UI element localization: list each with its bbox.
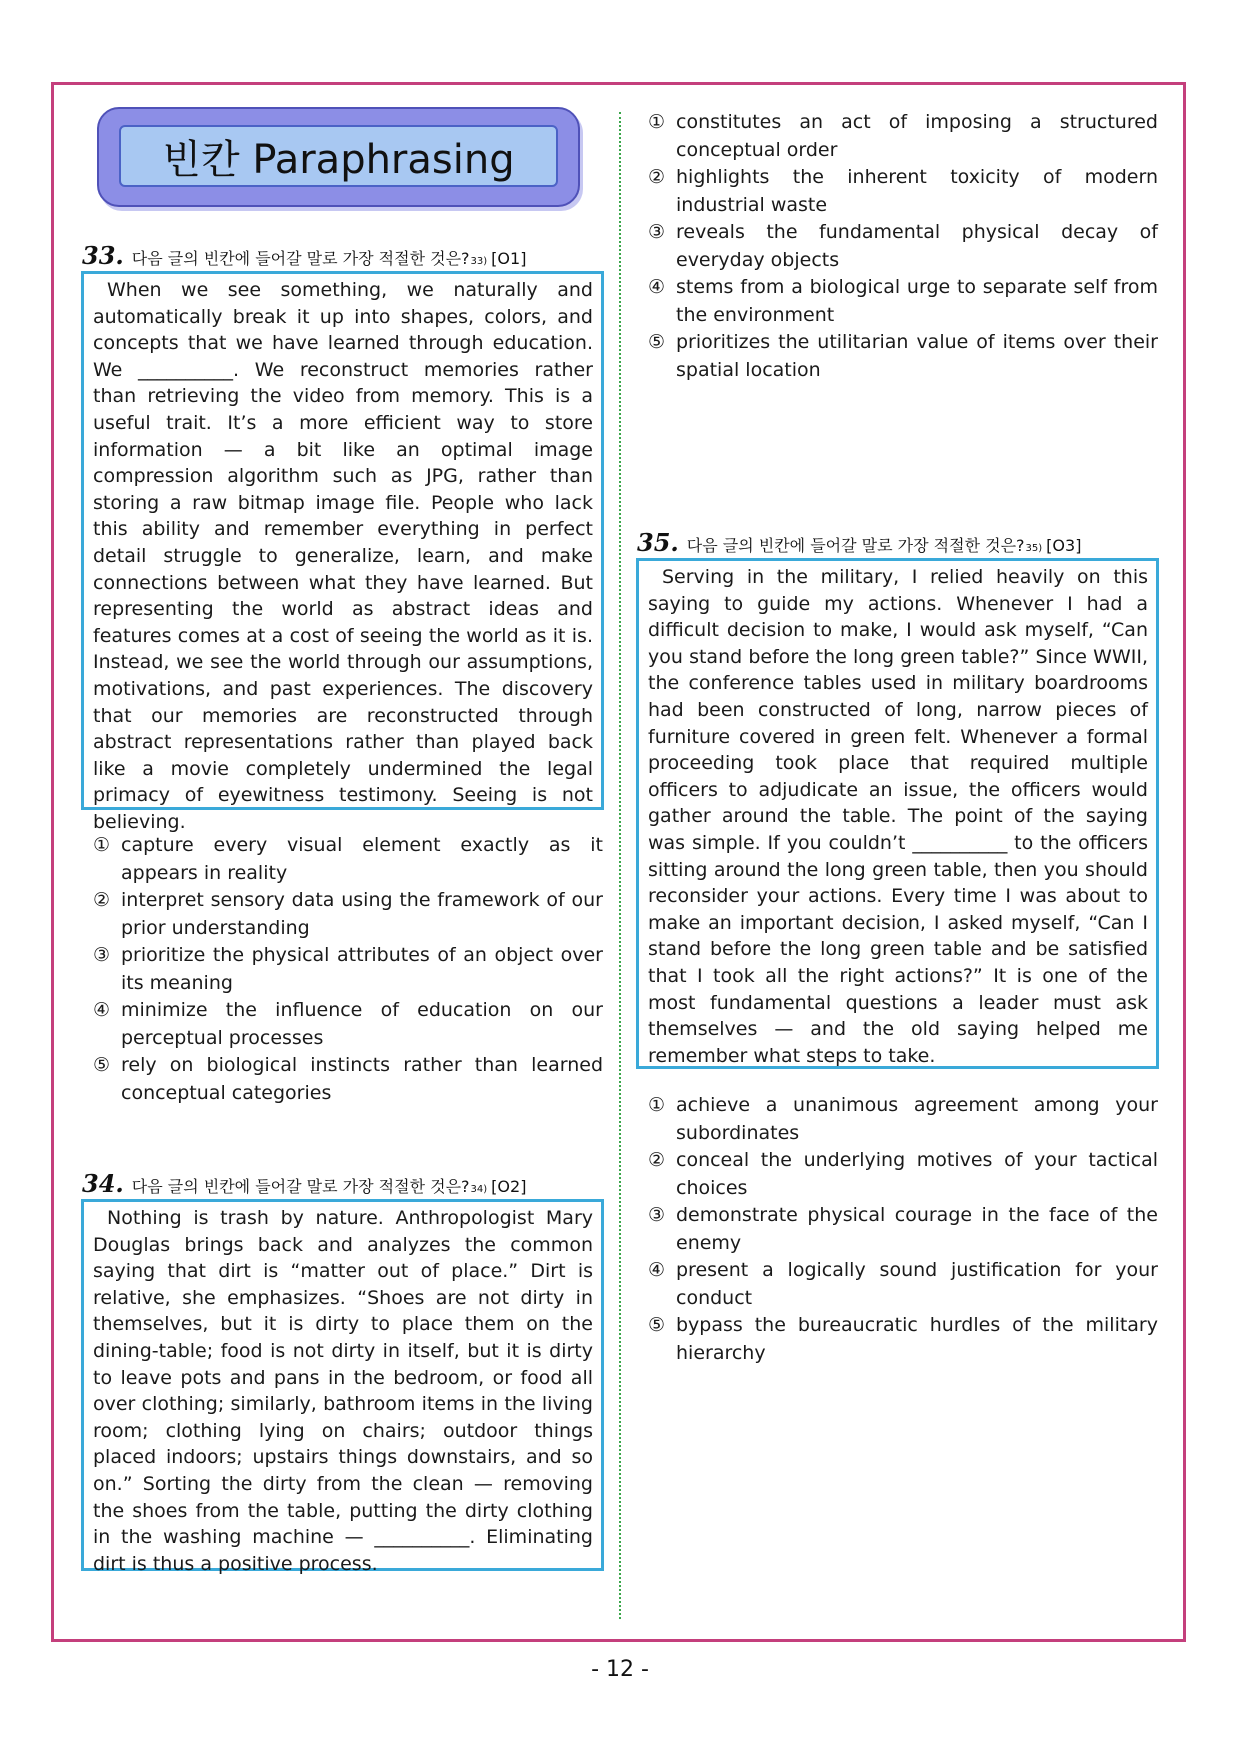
option-text: prioritize the physical attributes of an object over its meaning — [121, 944, 603, 994]
passage-text: Serving in the military, I relied heavily on this saying to guide my actions. Whenever I had a difficult decision to make, I would ask myself, “Can you stand before the long green table?” Since WWII, the conference tables used in military boardrooms had been constructed of long, narrow pieces of furniture covered in green felt. Whenever a formal proceeding took place that required multiple officers to adjudicate an issue, the officers would gather around the table. The point of the saying was simple. If you couldn’t __________ to the officers sitting around the long green table, then you should reconsider your actions. Every time I was about to make an important decision, I asked myself, “Can I stand before the long green table and be satisfied that I took all the right actions?” It is one of the most fundamental questions a leader must ask themselves — and the old saying helped me remember what steps to take. — [648, 566, 1148, 1067]
option-text: bypass the bureaucratic hurdles of the military hierarchy — [676, 1314, 1158, 1364]
option-text: constitutes an act of imposing a structured conceptual order — [676, 111, 1158, 161]
option-5[interactable] — [648, 329, 1158, 384]
option-1[interactable] — [648, 109, 1158, 164]
question-number: 34 . — [82, 1169, 124, 1198]
option-5[interactable] — [648, 1312, 1158, 1367]
option-marker: ① — [648, 111, 666, 133]
passage-text: Nothing is trash by nature. Anthropologist Mary Douglas brings back and analyzes the common saying that dirt is “matter out of place.” Dirt is relative, she emphasizes. “Shoes are not dirty in themselves, but it is dirty to place them on the dining-table; food is not dirty in itself, but it is dirty to leave pots and pans in the bedroom, or food all over clothing; similarly, bathroom items in the living room; clothing lying on chairs; outdoor things placed indoors; upstairs things downstairs, and so on.” Sorting the dirty from the clean — removing the shoes from the table, putting the dirty clothing in the washing machine — __________. Eliminating dirt is thus a positive process. — [93, 1207, 593, 1575]
option-marker: ③ — [93, 944, 111, 966]
question-number: 33 . — [82, 241, 124, 270]
question-34-passage — [81, 1199, 604, 1575]
option-3[interactable] — [648, 219, 1158, 274]
option-5[interactable] — [93, 1052, 603, 1107]
option-text: reveals the fundamental physical decay of everyday objects — [676, 221, 1158, 271]
question-code: [O1] — [491, 249, 527, 268]
question-35-passage — [636, 558, 1159, 1069]
question-prompt: 다음 글의 빈칸에 들어갈 말로 가장 적절한 것은? — [131, 249, 470, 268]
option-marker: ③ — [648, 221, 666, 243]
option-marker: ⑤ — [648, 331, 666, 353]
question-prompt: 다음 글의 빈칸에 들어갈 말로 가장 적절한 것은? — [686, 536, 1025, 555]
option-text: minimize the influence of education on our perceptual processes — [121, 999, 603, 1049]
option-text: interpret sensory data using the framework of our prior understanding — [121, 889, 603, 939]
option-marker: ① — [93, 834, 111, 856]
question-34-options — [648, 109, 1158, 384]
option-text: present a logically sound justification for your conduct — [676, 1259, 1158, 1309]
option-text: conceal the underlying motives of your tactical choices — [676, 1149, 1158, 1199]
question-number: 35 . — [637, 528, 679, 557]
option-2[interactable] — [93, 887, 603, 942]
option-4[interactable] — [648, 1257, 1158, 1312]
option-marker: ④ — [93, 999, 111, 1021]
option-text: prioritizes the utilitarian value of items over their spatial location — [676, 331, 1158, 381]
question-33-passage — [81, 271, 604, 833]
option-marker: ③ — [648, 1204, 666, 1226]
footnote-ref: 35) — [1025, 543, 1043, 554]
option-text: capture every visual element exactly as it appears in reality — [121, 834, 603, 884]
option-1[interactable] — [93, 832, 603, 887]
option-2[interactable] — [648, 1147, 1158, 1202]
page-number: - 12 - — [591, 1657, 649, 1682]
option-4[interactable] — [648, 274, 1158, 329]
passage-text: When we see something, we naturally and automatically break it up into shapes, colors, and concepts that we have learned through education. We __________. We reconstruct memories rather than retrieving the video from memory. This is a useful trait. It’s a more efficient way to store information — a bit like an optimal image compression algorithm such as JPG, rather than storing a raw bitmap image file. People who lack this ability and remember everything in perfect detail struggle to generalize, learn, and make connections between what they have learned. But representing the world as abstract ideas and features comes at a cost of seeing the world as it is. Instead, we see the world through our assumptions, motivations, and past experiences. The discovery that our memories are reconstructed through abstract representations rather than played back like a movie completely undermined the legal primacy of eyewitness testimony. Seeing is not believing. — [93, 279, 593, 833]
question-35-header — [637, 528, 1081, 557]
question-33-header — [82, 241, 526, 270]
question-34-header — [82, 1169, 526, 1198]
option-text: rely on biological instincts rather than learned conceptual categories — [121, 1054, 603, 1104]
option-marker: ② — [93, 889, 111, 911]
option-text: achieve a unanimous agreement among your subordinates — [676, 1094, 1158, 1144]
question-code: [O3] — [1046, 536, 1082, 555]
question-prompt: 다음 글의 빈칸에 들어갈 말로 가장 적절한 것은? — [131, 1177, 470, 1196]
footnote-ref: 33) — [470, 256, 488, 267]
section-title-badge — [97, 107, 580, 207]
option-marker: ② — [648, 1149, 666, 1171]
column-divider — [619, 112, 621, 1619]
option-text: stems from a biological urge to separate self from the environment — [676, 276, 1158, 326]
option-2[interactable] — [648, 164, 1158, 219]
section-title: 빈칸 Paraphrasing — [119, 125, 558, 187]
option-3[interactable] — [648, 1202, 1158, 1257]
option-marker: ④ — [648, 1259, 666, 1281]
option-marker: ② — [648, 166, 666, 188]
question-33-options — [93, 832, 603, 1107]
footnote-ref: 34) — [470, 1184, 488, 1195]
question-code: [O2] — [491, 1177, 527, 1196]
option-marker: ⑤ — [93, 1054, 111, 1076]
option-marker: ① — [648, 1094, 666, 1116]
option-4[interactable] — [93, 997, 603, 1052]
option-1[interactable] — [648, 1092, 1158, 1147]
option-text: demonstrate physical courage in the face of the enemy — [676, 1204, 1158, 1254]
option-marker: ⑤ — [648, 1314, 666, 1336]
option-text: highlights the inherent toxicity of modern industrial waste — [676, 166, 1158, 216]
option-3[interactable] — [93, 942, 603, 997]
option-marker: ④ — [648, 276, 666, 298]
question-35-options — [648, 1092, 1158, 1367]
